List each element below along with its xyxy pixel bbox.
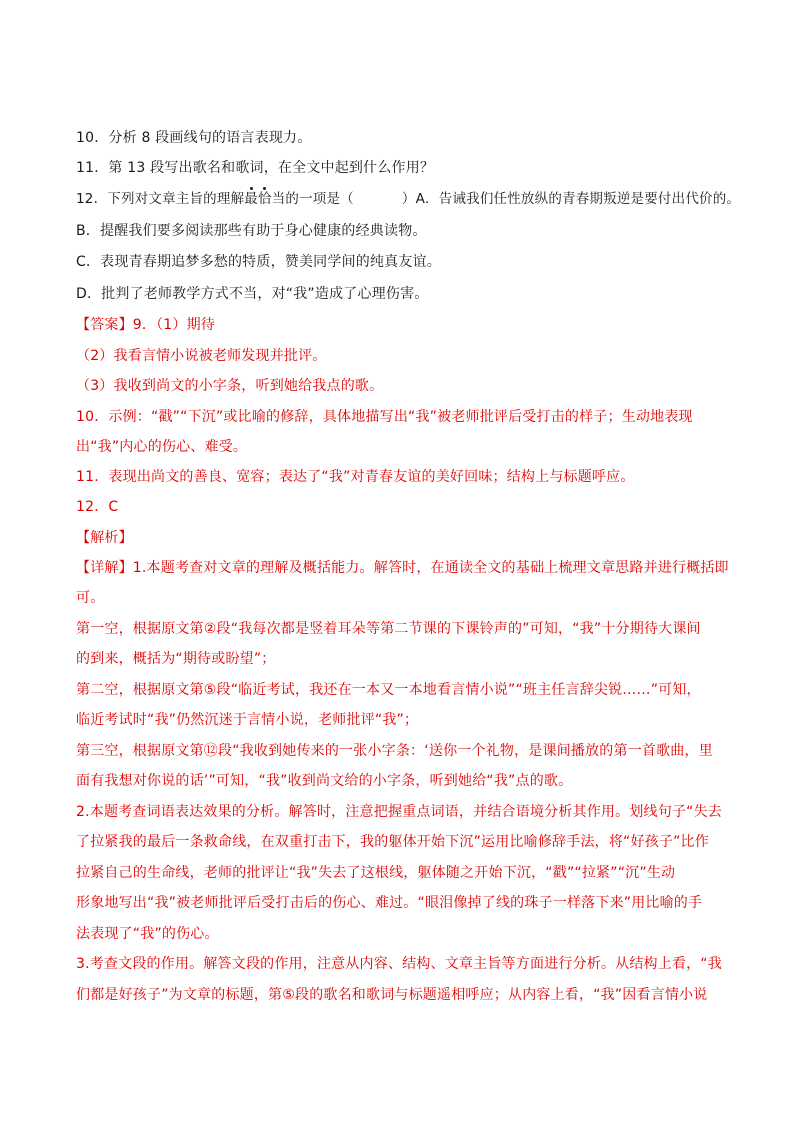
emphasis-char-2: 恰 [257,191,272,207]
question-11: 11．第 13 段写出歌名和歌词，在全文中起到什么作用？ [76,160,435,176]
analysis-line: 2.本题考查词语表达效果的分析。解答时，注意把握重点词语，并结合语境分析其作用。划线句子“失去 [76,804,723,820]
question-12-middle: 当的一项是（ [271,191,354,207]
analysis-line: 的到来，概括为“期待或盼望”； [76,651,276,667]
question-12-prefix: 12．下列对文章主旨的理解 [76,191,245,207]
analysis-line: 第一空，根据原文第②段“我每次都是竖着耳朵等第二节课的下课铃声的”可知，“我”十分期待大课间 [76,621,701,637]
analysis-line: 们都是好孩子”为文章的标题，第⑤段的歌名和歌词与标题遥相呼应；从内容上看，“我”因看言情小说 [76,987,708,1003]
answer-line: 12．C [76,499,119,515]
analysis-line: 第二空，根据原文第⑤段“临近考试，我还在一本又一本地看言情小说”“班主任言辞尖锐……”可知， [76,682,701,698]
answer-heading: 【答案】9．（1）期待 [76,317,216,333]
analysis-line: 【详解】1.本题考查对文章的理解及概括能力。解答时，在通读全文的基础上梳理文章思路并进行概括即 [76,560,729,576]
option-a: ）A．告诫我们任性放纵的青春期叛逆是要付出代价的。 [401,191,741,207]
analysis-line: 了拉紧我的最后一条救命线，在双重打击下，我的躯体开始下沉”运用比喻修辞手法，将“好孩子”比作 [76,834,709,850]
analysis-line: 形象地写出“我”被老师批评后受打击后的伤心、难过。“眼泪像掉了线的珠子一样落下来”用比喻的手 [76,895,703,911]
answer-line: 11．表现出尚文的善良、宽容；表达了“我”对青春友谊的美好回味；结构上与标题呼应。 [76,469,635,485]
analysis-line: 3.考查文段的作用。解答文段的作用，注意从内容、结构、文章主旨等方面进行分析。从结构上看，“我 [76,956,723,972]
analysis-line: 面有我想对你说的话’”可知，“我”收到尚文给的小字条，听到她给“我”点的歌。 [76,773,573,789]
emphasis-char-1: 最 [244,191,258,207]
answer-line: （2）我看言情小说被老师发现并批评。 [76,348,327,364]
analysis-line: 可。 [76,590,105,606]
question-10: 10．分析 8 段画线句的语言表现力。 [76,130,312,146]
question-12 [76,190,740,208]
analysis-line: 第三空，根据原文第⑫段“我收到她传来的一张小字条：‘送你一个礼物，是课间播放的第一首歌曲，里 [76,743,713,759]
analysis-heading: 【解析】 [76,530,133,546]
answer-line: 10．示例：“戳”“下沉”或比喻的修辞，具体地描写出“我”被老师批评后受打击的样子；生动地表现 [76,409,693,425]
answer-line: 出“我”内心的伤心、难受。 [76,439,248,455]
option-d: D．批判了老师教学方式不当，对“我”造成了心理伤害。 [76,286,429,302]
option-b: B．提醒我们要多阅读那些有助于身心健康的经典读物。 [76,223,427,239]
analysis-line: 拉紧自己的生命线，老师的批评让“我”失去了这根线，躯体随之开始下沉，“戳”“拉紧”“沉”生动 [76,865,676,881]
option-c: C．表现青春期追梦多愁的特质，赞美同学间的纯真友谊。 [76,254,441,270]
analysis-line: 临近考试时“我”仍然沉迷于言情小说，老师批评“我”； [76,712,419,728]
answer-line: （3）我收到尚文的小字条，听到她给我点的歌。 [76,378,384,394]
analysis-line: 法表现了“我”的伤心。 [76,926,219,942]
